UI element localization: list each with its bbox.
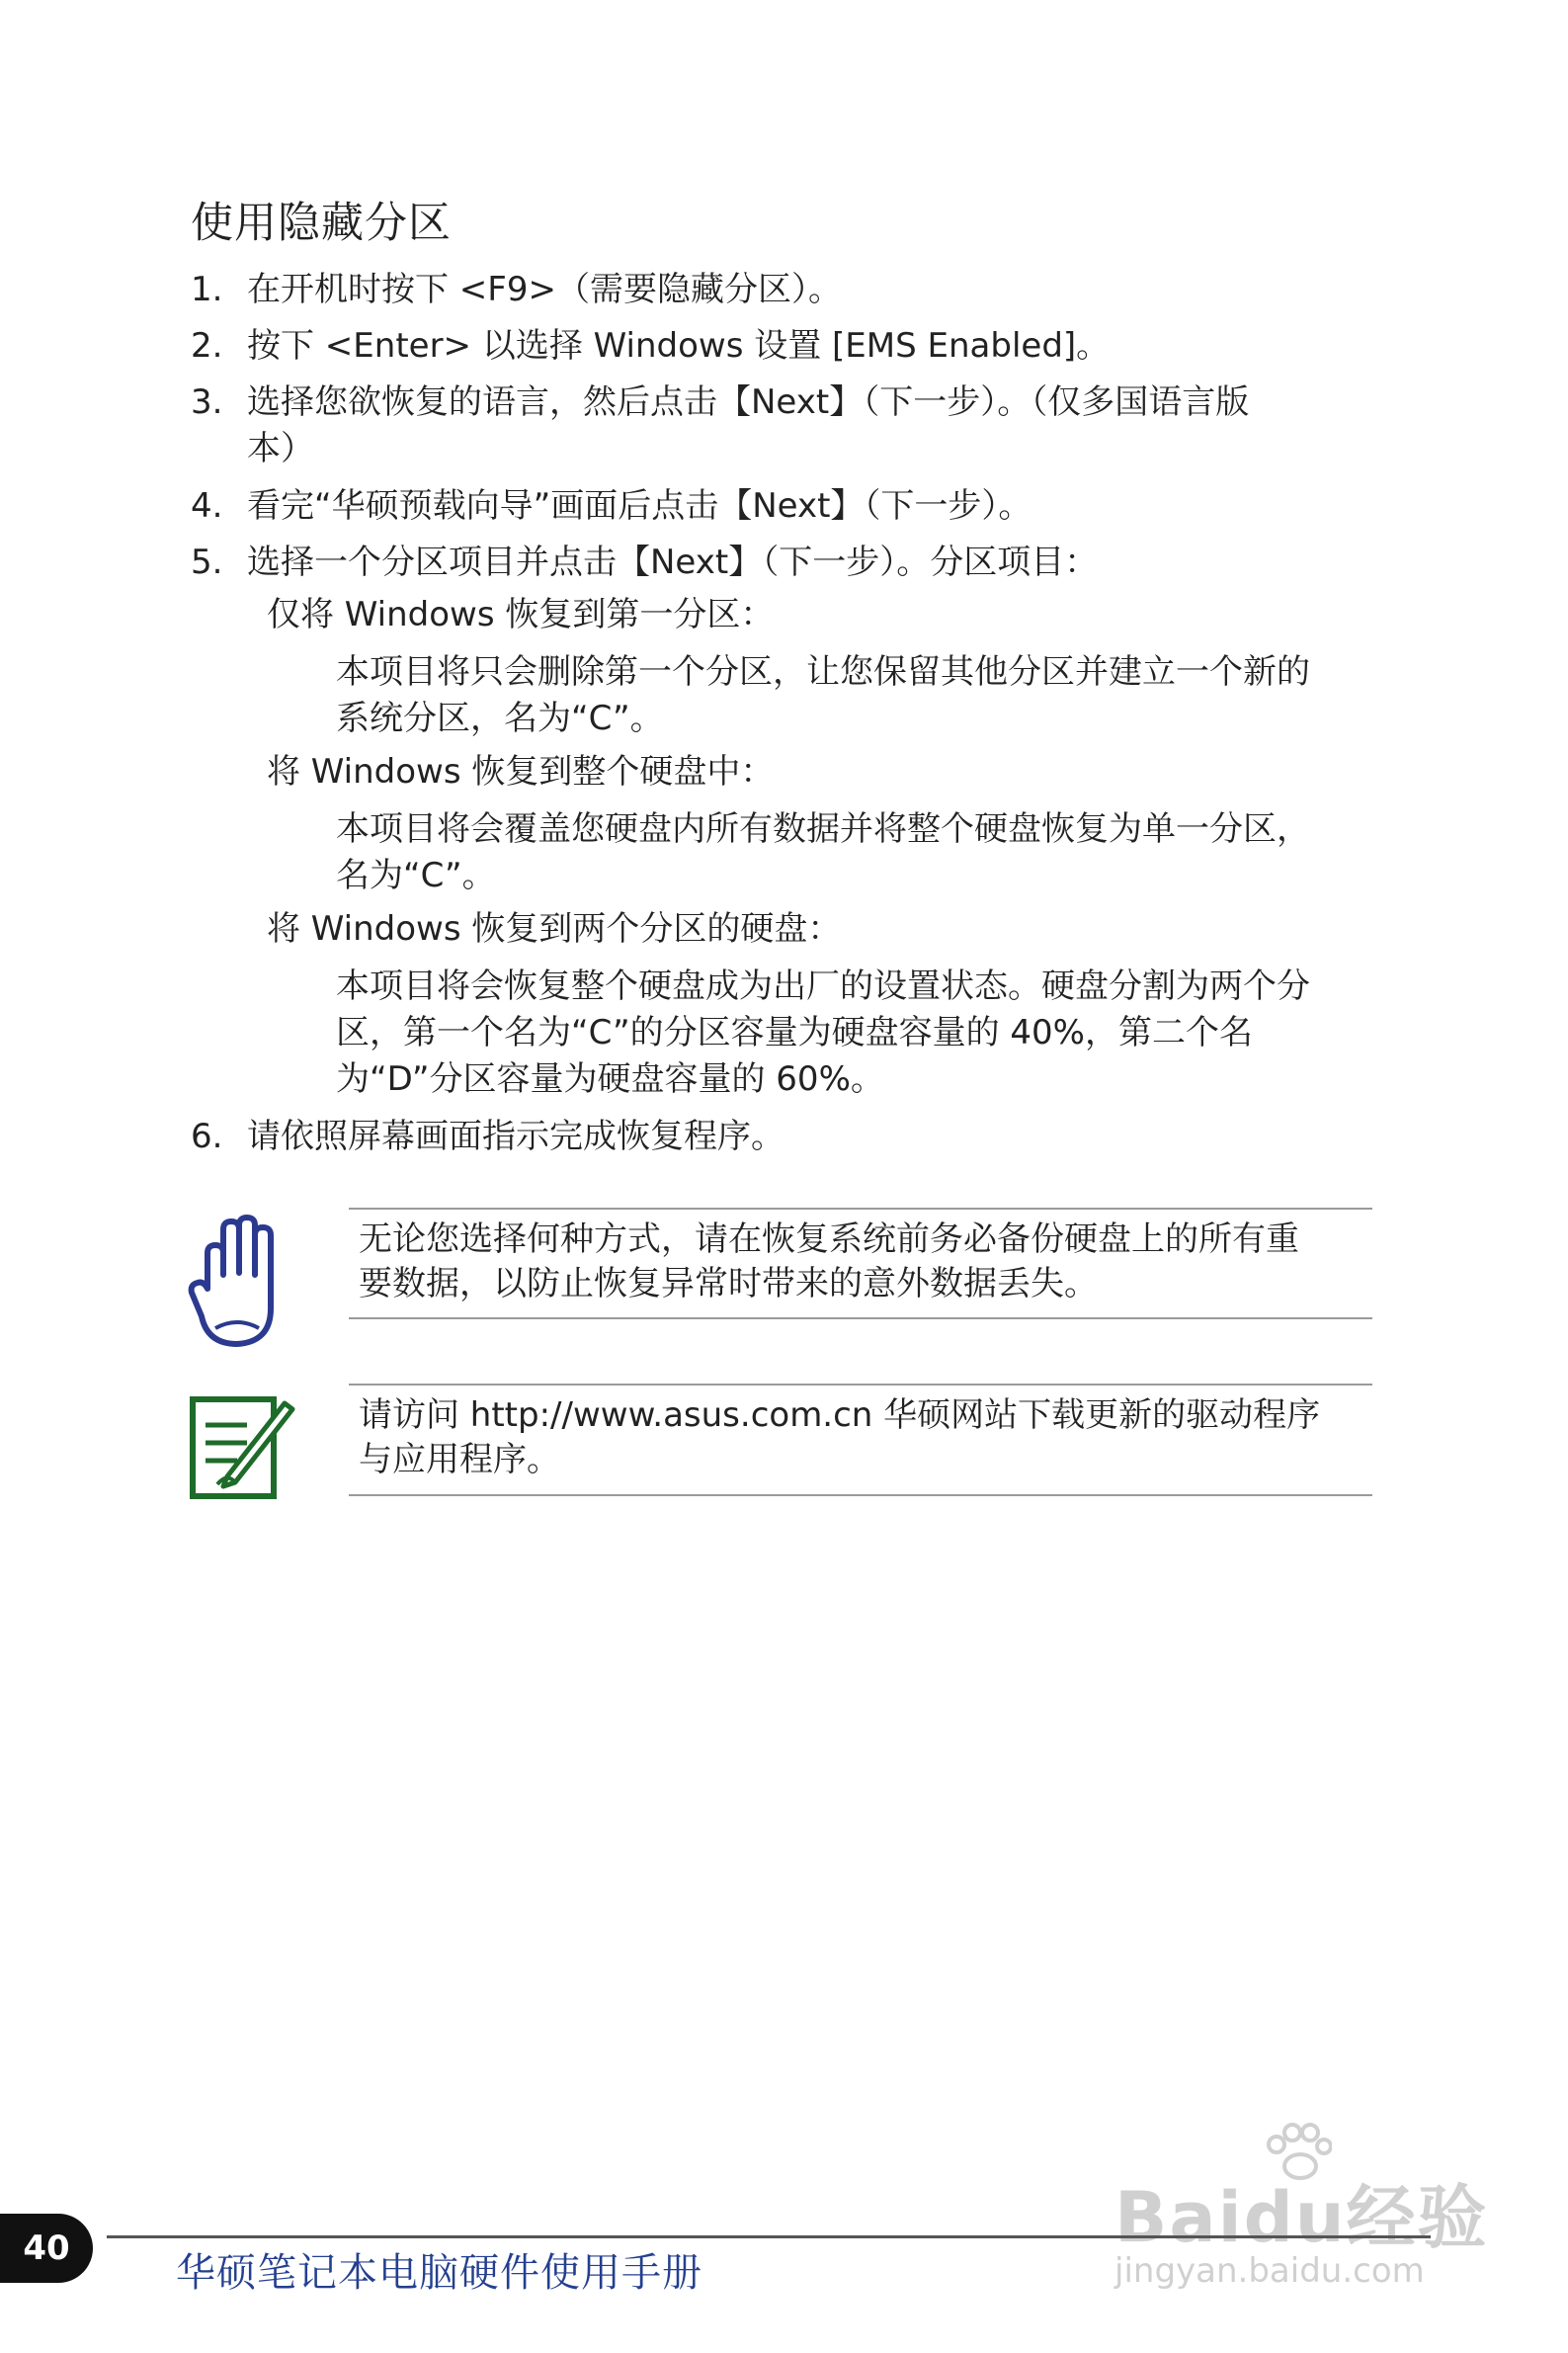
- step-text: 在开机时按下 <F9>（需要隐藏分区）。: [247, 270, 842, 309]
- step-3: [0, 379, 1568, 478]
- step-text-continued: 本）: [247, 429, 314, 468]
- step-text: 请依照屏幕画面指示完成恢复程序。: [247, 1117, 784, 1156]
- note-pencil-icon: [188, 1386, 296, 1506]
- baidu-watermark: [1114, 2123, 1490, 2296]
- note-divider-bottom: [349, 1317, 1372, 1319]
- step-number: 6.: [191, 1117, 223, 1156]
- watermark-logo-text: Baidu经验: [1114, 2177, 1489, 2258]
- option-title: 仅将 Windows 恢复到第一分区：: [267, 595, 775, 634]
- step-4: [0, 483, 1568, 533]
- step-number: 5.: [191, 543, 223, 582]
- note-text: 与应用程序。: [359, 1440, 560, 1479]
- footer-title: 华硕笔记本电脑硬件使用手册: [176, 2250, 702, 2296]
- step-text: 看完“华硕预载向导”画面后点击【Next】（下一步）。: [247, 486, 1032, 526]
- step-6: [0, 1114, 1568, 1163]
- option-title: 将 Windows 恢复到两个分区的硬盘：: [267, 909, 842, 949]
- page-number-badge: 40: [0, 2214, 93, 2283]
- step-number: 3.: [191, 382, 223, 422]
- step-number: 4.: [191, 486, 223, 526]
- note-divider-bottom: [349, 1494, 1372, 1496]
- hand-warning-icon: [186, 1214, 285, 1356]
- step-2: [0, 323, 1568, 373]
- option-description: 为“D”分区容量为硬盘容量的 60%。: [336, 1059, 884, 1099]
- footer-rule: [107, 2235, 1431, 2238]
- option-description: 区，第一个名为“C”的分区容量为硬盘容量的 40%，第二个名: [336, 1013, 1253, 1052]
- option-description: 本项目将会覆盖您硬盘内所有数据并将整个硬盘恢复为单一分区，: [336, 809, 1310, 849]
- option-description: 本项目将会恢复整个硬盘成为出厂的设置状态。硬盘分割为两个分: [336, 966, 1310, 1006]
- note-text: 无论您选择何种方式，请在恢复系统前务必备份硬盘上的所有重: [359, 1219, 1299, 1259]
- option-description: 名为“C”。: [336, 856, 496, 895]
- note-text: 要数据，以防止恢复异常时带来的意外数据丢失。: [359, 1264, 1098, 1303]
- step-text: 选择您欲恢复的语言，然后点击【Next】（下一步）。（仅多国语言版: [247, 382, 1250, 422]
- option-title: 将 Windows 恢复到整个硬盘中：: [267, 752, 775, 792]
- step-text: 按下 <Enter> 以选择 Windows 设置 [EMS Enabled]。: [247, 326, 1111, 366]
- note-text: 请访问 http://www.asus.com.cn 华硕网站下载更新的驱动程序: [359, 1395, 1321, 1435]
- section-heading: 使用隐藏分区: [191, 199, 452, 248]
- step-text: 选择一个分区项目并点击【Next】（下一步）。分区项目：: [247, 543, 1099, 582]
- step-number: 2.: [191, 326, 223, 366]
- note-divider-top: [349, 1208, 1372, 1210]
- option-description: 本项目将只会删除第一个分区，让您保留其他分区并建立一个新的: [336, 652, 1310, 692]
- watermark-url: jingyan.baidu.com: [1114, 2251, 1425, 2291]
- note-divider-top: [349, 1384, 1372, 1386]
- option-description: 系统分区，名为“C”。: [336, 699, 664, 738]
- step-number: 1.: [191, 270, 223, 309]
- step-5: [0, 540, 1568, 589]
- step-1: [0, 267, 1568, 316]
